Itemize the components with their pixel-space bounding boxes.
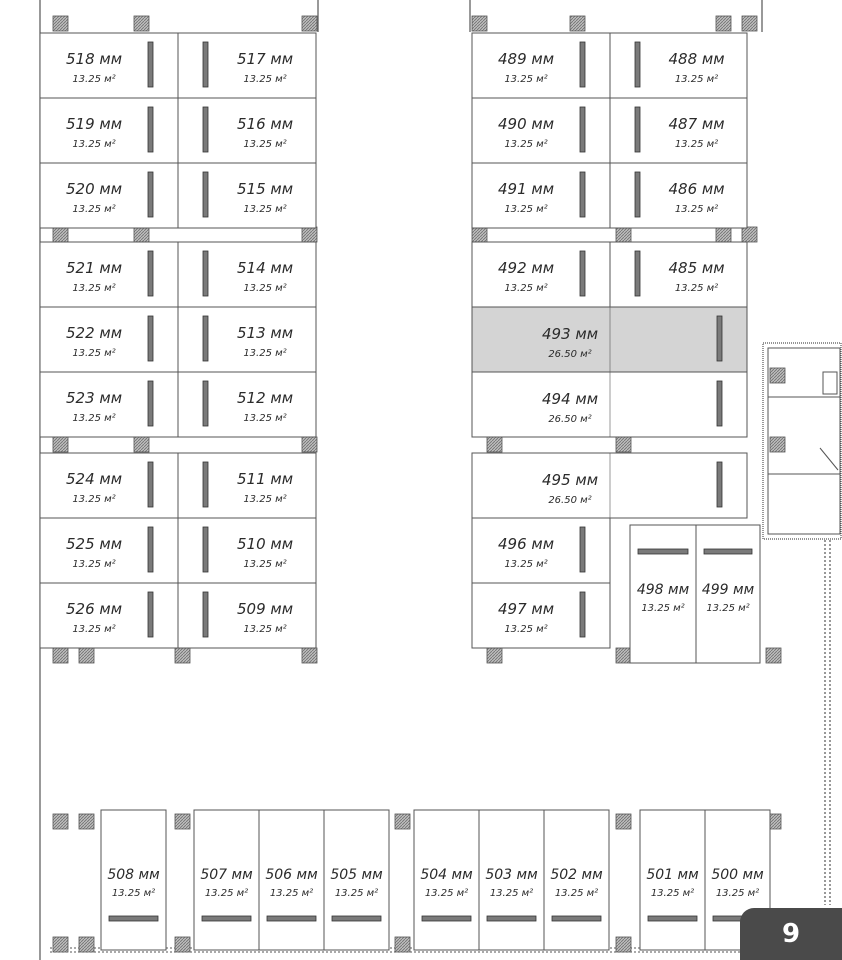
- parking-spot-number: 525 мм: [65, 535, 123, 553]
- column: [487, 648, 502, 663]
- parking-spot-523: [40, 372, 178, 437]
- parking-spot-area: 13.25 м²: [72, 413, 116, 424]
- parking-spot-502: [544, 810, 609, 950]
- parking-spot-486: [610, 163, 747, 228]
- column: [175, 648, 190, 663]
- wheel-stop-bar: [203, 107, 208, 152]
- column: [134, 227, 149, 242]
- column: [53, 227, 68, 242]
- parking-spot-485: [610, 242, 747, 307]
- parking-spot-number: 496 мм: [497, 535, 555, 553]
- column: [716, 16, 731, 31]
- column: [570, 16, 585, 31]
- parking-spot-area: 13.25 м²: [72, 348, 116, 359]
- parking-spot-516: [178, 98, 316, 163]
- parking-spot-522: [40, 307, 178, 372]
- wheel-stop-bar: [332, 916, 381, 921]
- column: [53, 648, 68, 663]
- wheel-stop-bar: [717, 381, 722, 426]
- parking-spot-504: [414, 810, 479, 950]
- parking-spot-area: 13.25 м²: [641, 603, 685, 614]
- parking-spot-area: 13.25 м²: [243, 559, 287, 570]
- parking-spot-521: [40, 242, 178, 307]
- column: [472, 227, 487, 242]
- column: [79, 814, 94, 829]
- wheel-stop-bar: [487, 916, 536, 921]
- parking-spot-area: 13.25 м²: [72, 559, 116, 570]
- column: [770, 368, 785, 383]
- wheel-stop-bar: [148, 107, 153, 152]
- parking-spot-area: 13.25 м²: [504, 139, 548, 150]
- parking-spot-area: 13.25 м²: [715, 888, 760, 899]
- parking-spot-area: 13.25 м²: [489, 888, 534, 899]
- parking-spot-area: 13.25 м²: [674, 283, 719, 294]
- wheel-stop-bar: [109, 916, 158, 921]
- parking-spot-number: 518 мм: [65, 50, 123, 68]
- parking-spot-526: [40, 583, 178, 648]
- column: [616, 437, 631, 452]
- parking-spot-area: 13.25 м²: [504, 559, 548, 570]
- parking-spot-area: 13.25 м²: [504, 204, 548, 215]
- column: [175, 937, 190, 952]
- wheel-stop-bar: [203, 42, 208, 87]
- parking-spot-area: 13.25 м²: [650, 888, 695, 899]
- parking-spot-487: [610, 98, 747, 163]
- wheel-stop-bar: [552, 916, 601, 921]
- column: [53, 937, 68, 952]
- wheel-stop-bar: [717, 316, 722, 361]
- column: [53, 16, 68, 31]
- parking-spot-518: [40, 33, 178, 98]
- parking-spot-number: 503 мм: [485, 867, 538, 883]
- parking-spot-number: 500 мм: [711, 867, 764, 883]
- parking-spot-519: [40, 98, 178, 163]
- parking-spot-497: [472, 583, 610, 648]
- parking-spot-520: [40, 163, 178, 228]
- column: [302, 227, 317, 242]
- parking-spot-number: 524 мм: [65, 470, 123, 488]
- parking-spot-508: [101, 810, 166, 950]
- wheel-stop-bar: [203, 527, 208, 572]
- page-number-badge: 9: [740, 908, 842, 960]
- wheel-stop-bar: [148, 462, 153, 507]
- wheel-stop-bar: [635, 172, 640, 217]
- parking-spot-area: 13.25 м²: [706, 603, 750, 614]
- parking-spot-area: 26.50 м²: [548, 495, 592, 506]
- column: [302, 437, 317, 452]
- parking-spot-area: 13.25 м²: [72, 139, 116, 150]
- parking-spot-area: 13.25 м²: [504, 283, 548, 294]
- parking-spot-488: [610, 33, 747, 98]
- parking-spot-number: 513 мм: [236, 324, 294, 342]
- parking-spot-number: 491 мм: [497, 180, 555, 198]
- wheel-stop-bar: [148, 251, 153, 296]
- wheel-stop-bar: [148, 592, 153, 637]
- parking-spot-494: [472, 372, 747, 437]
- column: [79, 648, 94, 663]
- parking-spot-524: [40, 453, 178, 518]
- parking-spot-area: 13.25 м²: [72, 74, 116, 85]
- parking-spot-number: 508 мм: [107, 867, 160, 883]
- parking-spot-area: 13.25 м²: [504, 74, 548, 85]
- parking-spot-number: 488 мм: [668, 50, 725, 68]
- column: [175, 814, 190, 829]
- wheel-stop-bar: [203, 172, 208, 217]
- parking-spot-area: 13.25 м²: [72, 204, 116, 215]
- parking-spot-499: [696, 525, 760, 663]
- parking-spot-number: 485 мм: [668, 259, 725, 277]
- parking-spot-area: 13.25 м²: [204, 888, 249, 899]
- column: [79, 937, 94, 952]
- door-swing: [820, 448, 838, 470]
- column: [302, 648, 317, 663]
- parking-spot-area: 13.25 м²: [424, 888, 469, 899]
- parking-spot-area: 13.25 м²: [243, 413, 287, 424]
- wheel-stop-bar: [648, 916, 697, 921]
- wheel-stop-bar: [580, 592, 585, 637]
- parking-spot-outline: [472, 372, 747, 437]
- parking-spot-area: 13.25 м²: [674, 204, 719, 215]
- wheel-stop-bar: [267, 916, 316, 921]
- wheel-stop-bar: [580, 172, 585, 217]
- column: [302, 16, 317, 31]
- column: [742, 227, 757, 242]
- parking-spot-number: 512 мм: [236, 389, 294, 407]
- wheel-stop-bar: [638, 549, 688, 554]
- parking-spot-number: 502 мм: [550, 867, 603, 883]
- parking-spot-number: 486 мм: [668, 180, 725, 198]
- column: [742, 16, 757, 31]
- parking-spot-area: 13.25 м²: [243, 283, 287, 294]
- column: [472, 16, 487, 31]
- column: [53, 437, 68, 452]
- column: [616, 814, 631, 829]
- parking-spot-area: 26.50 м²: [548, 414, 592, 425]
- parking-spot-number: 498 мм: [636, 582, 690, 598]
- parking-spot-number: 495 мм: [541, 471, 599, 489]
- parking-spot-number: 507 мм: [200, 867, 253, 883]
- parking-spot-number: 516 мм: [236, 115, 294, 133]
- parking-spot-area: 13.25 м²: [554, 888, 599, 899]
- column: [134, 16, 149, 31]
- parking-spot-number: 510 мм: [236, 535, 294, 553]
- parking-spot-area: 13.25 м²: [674, 139, 719, 150]
- parking-spot-area: 26.50 м²: [548, 349, 592, 360]
- parking-spot-498: [630, 525, 696, 663]
- parking-spot-area: 13.25 м²: [334, 888, 379, 899]
- parking-spot-area: 13.25 м²: [111, 888, 156, 899]
- parking-spot-area: 13.25 м²: [504, 624, 548, 635]
- parking-spot-515: [178, 163, 316, 228]
- parking-spot-number: 490 мм: [497, 115, 555, 133]
- column: [395, 814, 410, 829]
- parking-spot-number: 522 мм: [65, 324, 123, 342]
- parking-spot-area: 13.25 м²: [243, 624, 287, 635]
- column: [616, 937, 631, 952]
- parking-spot-505: [324, 810, 389, 950]
- wheel-stop-bar: [148, 172, 153, 217]
- wheel-stop-bar: [203, 251, 208, 296]
- parking-spot-number: 521 мм: [65, 259, 123, 277]
- parking-spot-501: [640, 810, 705, 950]
- wheel-stop-bar: [580, 107, 585, 152]
- parking-spot-number: 520 мм: [65, 180, 123, 198]
- parking-spot-496: [472, 518, 610, 583]
- column: [395, 937, 410, 952]
- parking-spot-area: 13.25 м²: [72, 494, 116, 505]
- wheel-stop-bar: [203, 462, 208, 507]
- parking-spot-503: [479, 810, 544, 950]
- parking-spot-489: [472, 33, 610, 98]
- parking-spot-512: [178, 372, 316, 437]
- column: [487, 437, 502, 452]
- parking-spot-number: 487 мм: [668, 115, 725, 133]
- parking-spot-491: [472, 163, 610, 228]
- parking-spots-layer: [40, 33, 770, 950]
- parking-spot-number: 497 мм: [497, 600, 555, 618]
- parking-spot-number: 493 мм: [541, 325, 599, 343]
- wheel-stop-bar: [148, 381, 153, 426]
- wheel-stop-bar: [704, 549, 752, 554]
- wheel-stop-bar: [717, 462, 722, 507]
- parking-spot-number: 494 мм: [541, 390, 599, 408]
- parking-spot-number: 509 мм: [236, 600, 294, 618]
- parking-spot-area: 13.25 м²: [72, 283, 116, 294]
- parking-spot-517: [178, 33, 316, 98]
- column: [134, 437, 149, 452]
- parking-spot-number: 504 мм: [420, 867, 473, 883]
- column: [766, 648, 781, 663]
- parking-spot-number: 501 мм: [646, 867, 699, 883]
- parking-spot-490: [472, 98, 610, 163]
- wheel-stop-bar: [580, 42, 585, 87]
- parking-spot-area: 13.25 м²: [72, 624, 116, 635]
- parking-spot-outline: [472, 453, 747, 518]
- parking-spot-493: [472, 307, 747, 372]
- parking-spot-495: [472, 453, 747, 518]
- parking-spot-513: [178, 307, 316, 372]
- wheel-stop-bar: [148, 527, 153, 572]
- wheel-stop-bar: [203, 592, 208, 637]
- parking-spot-number: 517 мм: [236, 50, 294, 68]
- parking-spot-510: [178, 518, 316, 583]
- parking-spot-area: 13.25 м²: [243, 74, 287, 85]
- parking-spot-number: 506 мм: [265, 867, 318, 883]
- parking-spot-514: [178, 242, 316, 307]
- parking-spot-number: 499 мм: [701, 582, 755, 598]
- parking-spot-area: 13.25 м²: [243, 139, 287, 150]
- parking-spot-number: 515 мм: [236, 180, 294, 198]
- column: [616, 648, 631, 663]
- wheel-stop-bar: [635, 107, 640, 152]
- parking-spot-area: 13.25 м²: [674, 74, 719, 85]
- parking-spot-506: [259, 810, 324, 950]
- parking-spot-525: [40, 518, 178, 583]
- parking-spot-outline: [472, 307, 747, 372]
- parking-spot-area: 13.25 м²: [243, 348, 287, 359]
- parking-spot-number: 523 мм: [65, 389, 123, 407]
- parking-spot-511: [178, 453, 316, 518]
- wheel-stop-bar: [202, 916, 251, 921]
- wheel-stop-bar: [580, 251, 585, 296]
- parking-spot-number: 489 мм: [497, 50, 555, 68]
- wheel-stop-bar: [203, 316, 208, 361]
- parking-spot-area: 13.25 м²: [243, 494, 287, 505]
- parking-spot-number: 492 мм: [497, 259, 555, 277]
- service-room-fixture: [823, 372, 837, 394]
- column: [53, 814, 68, 829]
- parking-spot-number: 505 мм: [330, 867, 383, 883]
- wheel-stop-bar: [203, 381, 208, 426]
- wheel-stop-bar: [422, 916, 471, 921]
- wheel-stop-bar: [148, 316, 153, 361]
- parking-spot-number: 519 мм: [65, 115, 123, 133]
- parking-spot-509: [178, 583, 316, 648]
- parking-spot-492: [472, 242, 610, 307]
- parking-spot-area: 13.25 м²: [269, 888, 314, 899]
- wheel-stop-bar: [580, 527, 585, 572]
- wheel-stop-bar: [635, 42, 640, 87]
- parking-spot-area: 13.25 м²: [243, 204, 287, 215]
- column: [770, 437, 785, 452]
- parking-spot-number: 511 мм: [236, 470, 294, 488]
- parking-spot-507: [194, 810, 259, 950]
- wheel-stop-bar: [635, 251, 640, 296]
- parking-spot-number: 514 мм: [236, 259, 294, 277]
- parking-spot-number: 526 мм: [65, 600, 123, 618]
- column: [616, 227, 631, 242]
- wheel-stop-bar: [148, 42, 153, 87]
- column: [716, 227, 731, 242]
